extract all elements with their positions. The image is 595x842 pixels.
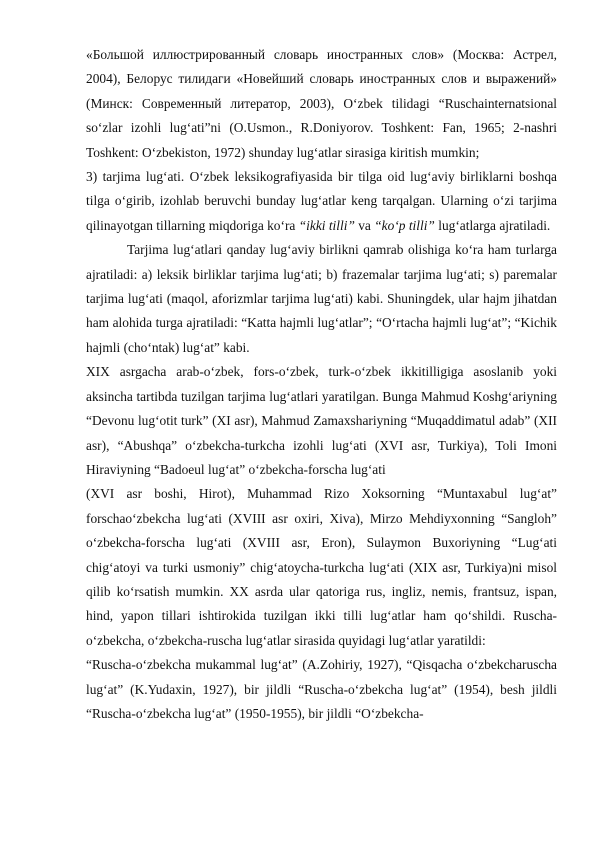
- body-paragraph: [86, 43, 557, 165]
- text-run: “Ruscha-o‘zbekcha mukammal lug‘at” (A.Zohiriy, 1927), “Qisqacha o‘zbekcharuscha lug‘at” (K.Yudaxin, 1927), bir jildli “Ruscha-o‘zbekcha lug‘at” (1954), besh jildli “Ruscha-o‘zbekcha lug‘at” (1950-1955), bir jildli “O‘zbekcha-: [86, 657, 557, 721]
- body-paragraph: [86, 238, 557, 360]
- document-page: [86, 43, 557, 726]
- italic-term: “ko‘p tilli”: [374, 217, 435, 233]
- text-run: XIX asrgacha arab-o‘zbek, fors-o‘zbek, turk-o‘zbek ikkitilligiga asoslanib yoki aksincha tartibda tuzilgan tarjima lug‘atlari yaratilgan. Bunga Mahmud Koshg‘ariyning “Devonu lug‘otit turk” (XI asr), Mahmud Zamaxshariyning “Muqaddimatul adab” (XII asr), “Abushqa” o‘zbekcha-turkcha izohli lug‘ati (XVI asr, Turkiya), Toli Imoni Hiraviyning “Badoeul lug‘at” o‘zbekcha-forscha lug‘ati: [86, 364, 557, 477]
- body-paragraph: [86, 360, 557, 482]
- body-paragraph: [86, 165, 557, 238]
- text-run: «Большой иллюстрированный словарь иностранных слов» (Москва: Астрел, 2004), Белорус тилидаги «Новейший словарь иностранных слов и выражений» (Минск: Современный литератор, 2003), O‘zbek tilidagi “Ruschainternatsional so‘zlar izohli lug‘ati”ni (O.Usmon., R.Doniyorov. Toshkent: Fan, 1965; 2-nashri Toshkent: O‘zbekiston, 1972) shunday lug‘atlar sirasiga kiritish mumkin;: [86, 47, 557, 160]
- text-run: (XVI asr boshi, Hirot), Muhammad Rizo Xoksorning “Muntaxabul lug‘at” forschao‘zbekcha lug‘ati (XVIII asr oxiri, Xiva), Mirzo Mehdiyxonning “Sangloh” o‘zbekcha-forscha lug‘ati (XVIII asr, Eron), Sulaymon Buxoriyning “Lug‘ati chig‘atoyi va turki usmoniy” chig‘atoycha-turkcha lug‘ati (XIX asr, Turkiya)ni misol qilib ko‘rsatish mumkin. XX asrda ular qatoriga rus, ingliz, nemis, frantsuz, ispan, hind, yapon tillari ishtirokida tuzilgan ikki tilli lug‘atlar ham qo‘shildi. Ruscha-o‘zbekcha, o‘zbekcha-ruscha lug‘atlar sirasida quyidagi lug‘atlar yaratildi:: [86, 486, 557, 648]
- body-paragraph: [86, 653, 557, 726]
- text-run: va: [354, 217, 375, 233]
- body-paragraph: [86, 482, 557, 653]
- italic-term: “ikki tilli”: [298, 217, 355, 233]
- text-run: Tarjima lug‘atlari qanday lug‘aviy birlikni qamrab olishiga ko‘ra ham turlarga ajratiladi: a) leksik birliklar tarjima lug‘ati; b) frazemalar tarjima lug‘ati; s) paremalar tarjima lug‘ati (maqol, aforizmlar tarjima lug‘ati) kabi. Shuningdek, ular hajm jihatdan ham alohida turga ajratiladi: “Katta hajmli lug‘atlar”; “O‘rtacha hajmli lug‘at”; “Kichik hajmli (cho‘ntak) lug‘at” kabi.: [86, 242, 557, 355]
- text-run: 3) tarjima lug‘ati. O‘zbek leksikografiyasida bir tilga oid lug‘aviy birliklarni boshqa tilga o‘girib, izohlab beruvchi bunday lug‘atlar keng tarqalgan. Ularning o‘zi tarjima qilinayotgan tillarning miqdoriga ko‘ra: [86, 169, 557, 233]
- text-run: lug‘atlarga ajratiladi.: [434, 217, 551, 233]
